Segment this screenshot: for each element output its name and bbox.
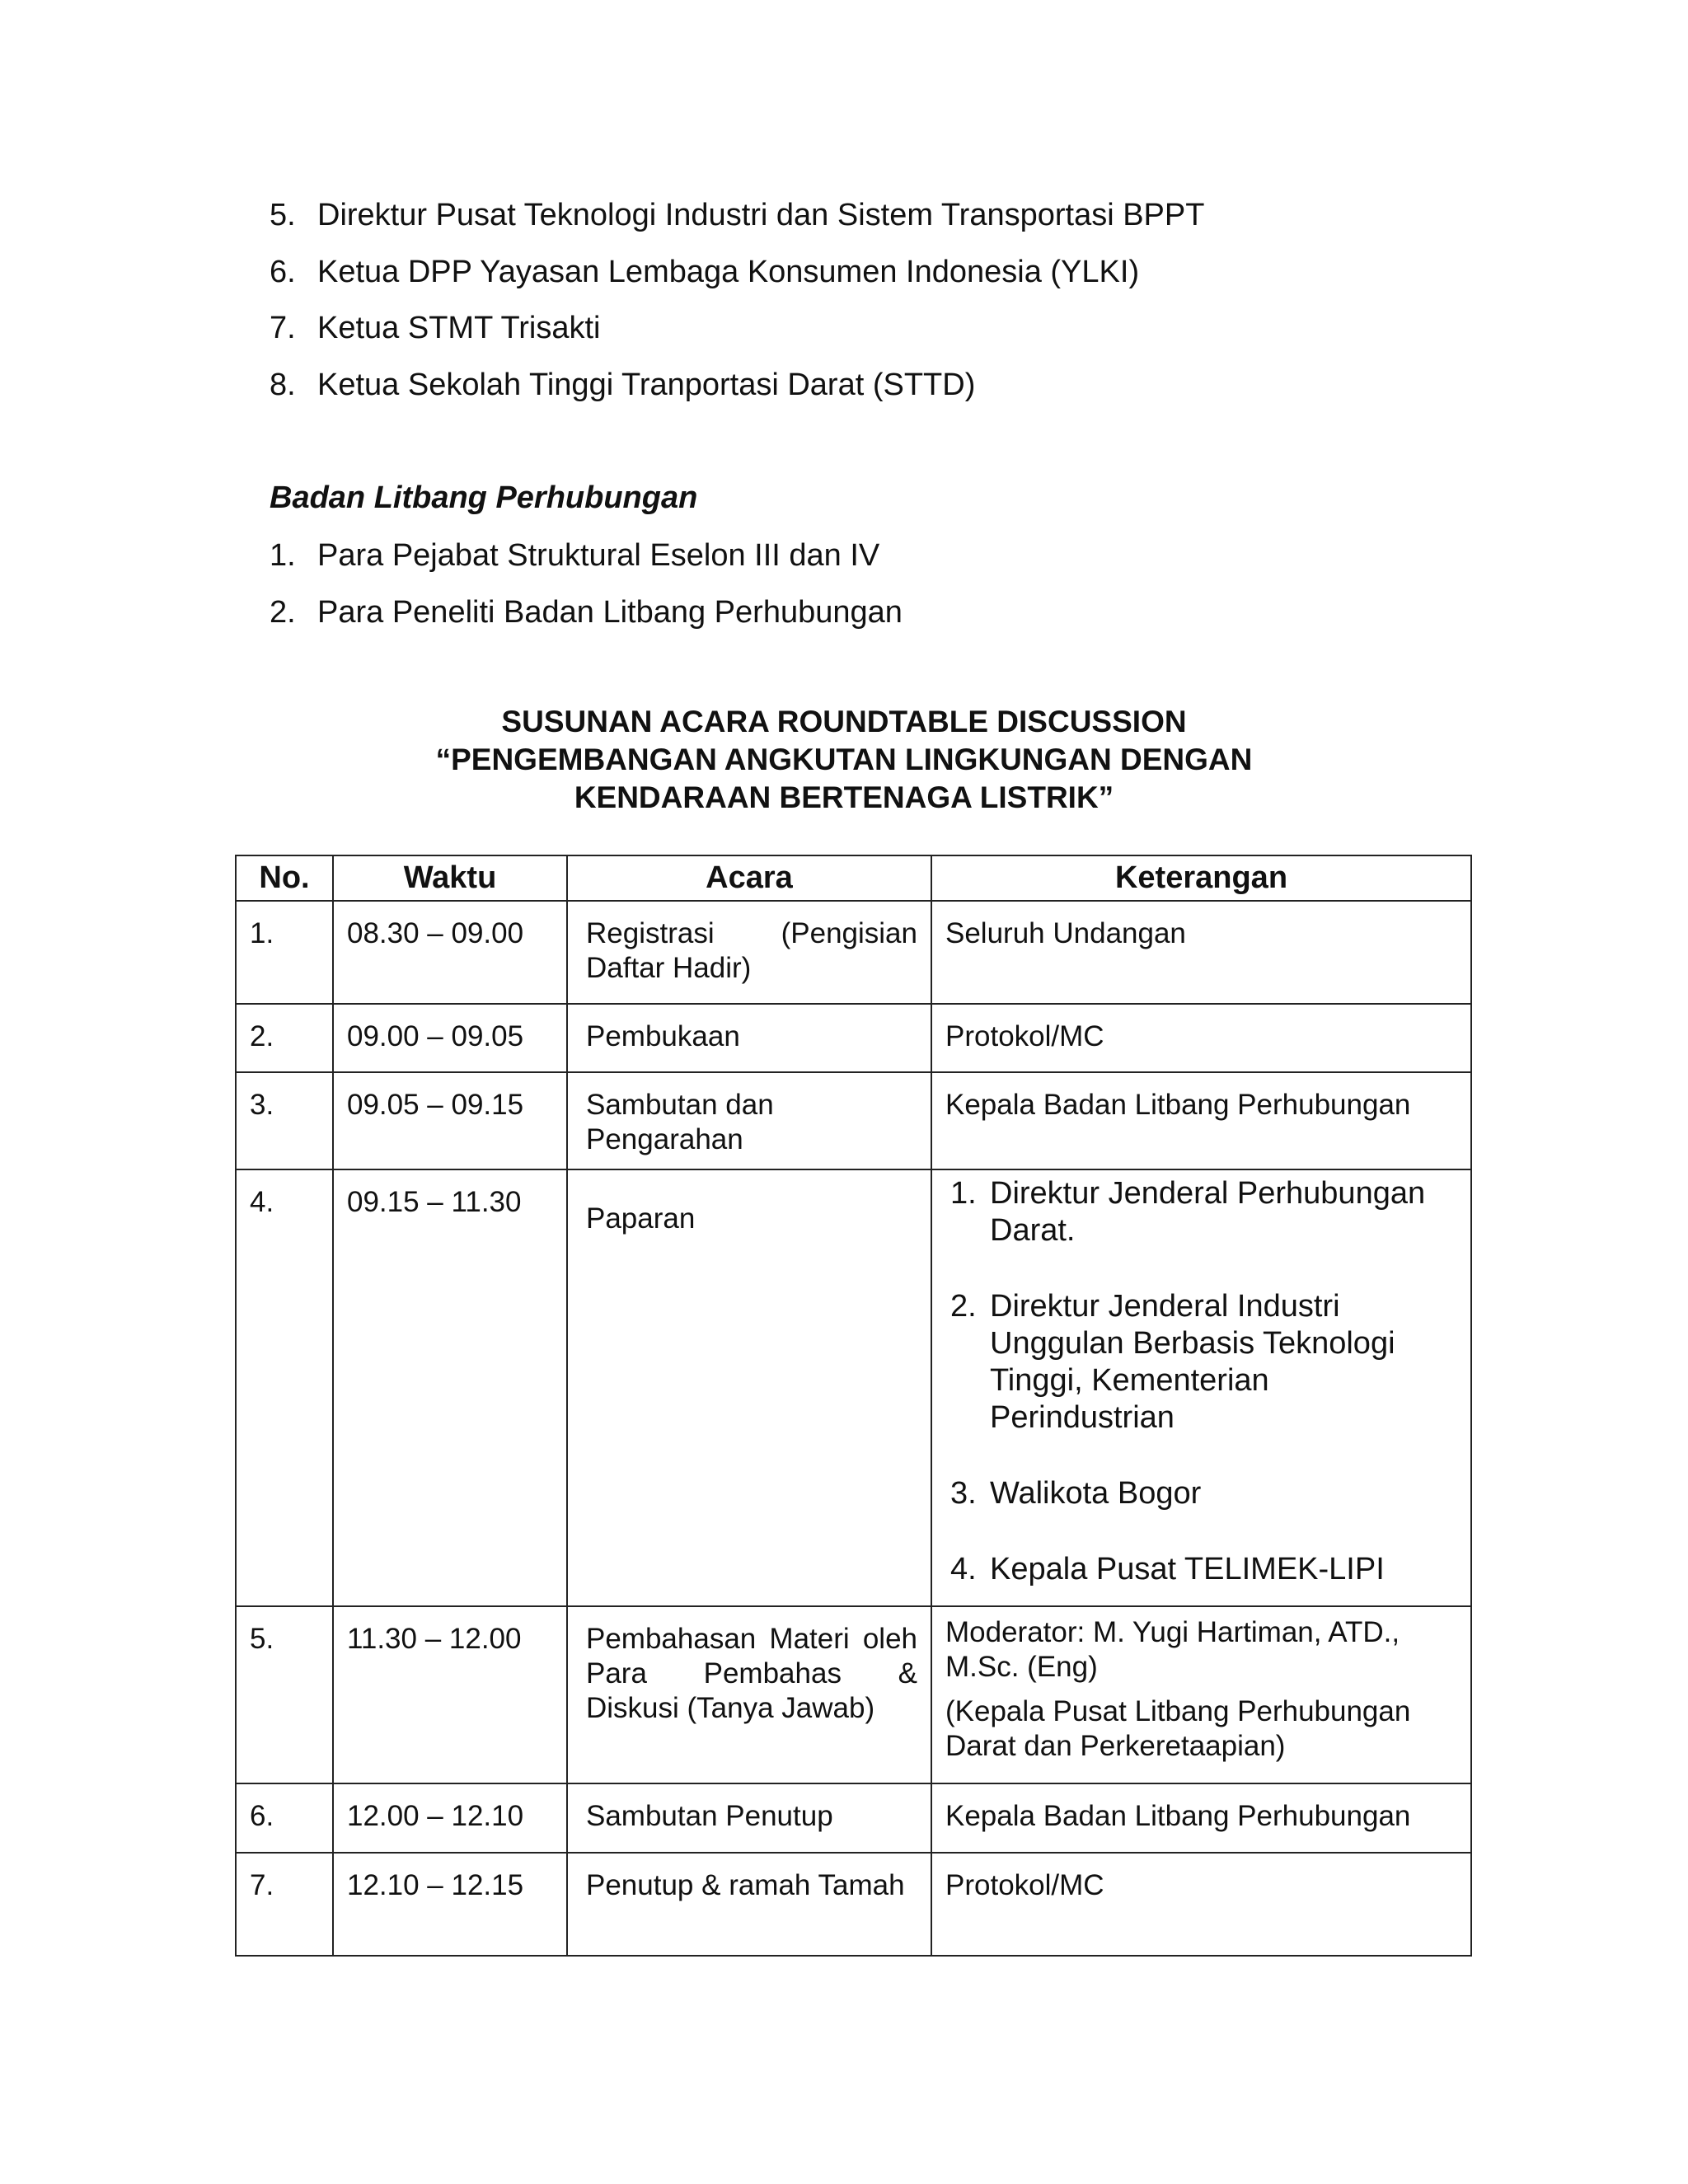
cell-no: 6.	[236, 1783, 333, 1853]
cell-keterangan: Seluruh Undangan	[931, 901, 1471, 1004]
presenter-text: Walikota Bogor	[990, 1476, 1202, 1511]
presenter-text: Direktur Jenderal Perhubungan Darat.	[990, 1176, 1426, 1248]
list-item-number: 8.	[270, 367, 296, 402]
moderator-role: (Kepala Pusat Litbang Perhubungan Darat dan Perkeretaapian)	[945, 1695, 1411, 1762]
cell-keterangan	[931, 1606, 1471, 1783]
presenter-number: 3.	[950, 1476, 977, 1511]
cell-waktu: 08.30 – 09.00	[333, 901, 567, 1004]
invitee-list-continued	[270, 187, 1204, 413]
list-item-number: 7.	[270, 311, 296, 346]
list-item-text: Para Pejabat Struktural Eselon III dan IV	[317, 538, 880, 573]
list-item-number: 2.	[270, 594, 296, 630]
agenda-title	[0, 703, 1688, 817]
list-item	[270, 527, 903, 584]
cell-keterangan: Kepala Badan Litbang Perhubungan	[931, 1783, 1471, 1853]
cell-no: 2.	[236, 1004, 333, 1072]
section-heading: Badan Litbang Perhubungan	[270, 480, 698, 515]
cell-keterangan: Protokol/MC	[931, 1004, 1471, 1072]
list-item-text: Ketua STMT Trisakti	[317, 311, 601, 346]
cell-no: 4.	[236, 1169, 333, 1606]
list-item	[270, 244, 1204, 301]
presenter-number: 1.	[950, 1176, 977, 1211]
section-invitee-list	[270, 527, 903, 640]
list-item-number: 1.	[270, 538, 296, 573]
header-keterangan: Keterangan	[931, 855, 1471, 901]
list-item	[270, 187, 1204, 244]
cell-keterangan: Kepala Badan Litbang Perhubungan	[931, 1072, 1471, 1169]
presenter-text: Kepala Pusat TELIMEK-LIPI	[990, 1552, 1385, 1586]
presenter-item	[950, 1288, 1457, 1436]
cell-acara	[567, 1169, 931, 1606]
agenda-title-line-3: KENDARAAN BERTENAGA LISTRIK”	[574, 780, 1114, 814]
list-item-text: Ketua Sekolah Tinggi Tranportasi Darat (STTD)	[317, 367, 976, 402]
agenda-table	[235, 855, 1472, 1957]
cell-acara: Sambutan Penutup	[567, 1783, 931, 1853]
cell-keterangan: Protokol/MC	[931, 1853, 1471, 1956]
table-row	[236, 1853, 1471, 1956]
agenda-title-line-2: “PENGEMBANGAN ANGKUTAN LINGKUNGAN DENGAN	[435, 743, 1253, 776]
cell-keterangan	[931, 1169, 1471, 1606]
presenter-item	[950, 1475, 1457, 1512]
cell-waktu: 11.30 – 12.00	[333, 1606, 567, 1783]
table-row	[236, 1169, 1471, 1606]
list-item-number: 6.	[270, 254, 296, 289]
cell-acara: Pembukaan	[567, 1004, 931, 1072]
list-item-text: Para Peneliti Badan Litbang Perhubungan	[317, 594, 903, 630]
table-header-row	[236, 855, 1471, 901]
table-row	[236, 1072, 1471, 1169]
cell-waktu: 09.15 – 11.30	[333, 1169, 567, 1606]
agenda-title-line-1: SUSUNAN ACARA ROUNDTABLE DISCUSSION	[501, 705, 1187, 738]
presenter-item	[950, 1175, 1457, 1249]
list-item-text: Direktur Pusat Teknologi Industri dan Sistem Transportasi BPPT	[317, 198, 1205, 232]
cell-acara: Registrasi (Pengisian Daftar Hadir)	[567, 901, 931, 1004]
header-acara: Acara	[567, 855, 931, 901]
presenter-text: Direktur Jenderal Industri Unggulan Berbasis Teknologi Tinggi, Kementerian Perindustrian	[990, 1289, 1395, 1435]
presenter-item	[950, 1551, 1457, 1588]
cell-no: 5.	[236, 1606, 333, 1783]
presenter-number: 2.	[950, 1289, 977, 1324]
cell-waktu: 09.00 – 09.05	[333, 1004, 567, 1072]
presenter-number: 4.	[950, 1552, 977, 1586]
cell-waktu: 12.00 – 12.10	[333, 1783, 567, 1853]
cell-no: 1.	[236, 901, 333, 1004]
cell-waktu: 12.10 – 12.15	[333, 1853, 567, 1956]
cell-no: 7.	[236, 1853, 333, 1956]
list-item	[270, 300, 1204, 357]
table-row	[236, 1606, 1471, 1783]
moderator-name: Moderator: M. Yugi Hartiman, ATD., M.Sc. (Eng)	[945, 1616, 1400, 1683]
presenter-list	[950, 1175, 1457, 1588]
table-row	[236, 1783, 1471, 1853]
list-item-text: Ketua DPP Yayasan Lembaga Konsumen Indonesia (YLKI)	[317, 254, 1140, 289]
header-waktu: Waktu	[333, 855, 567, 901]
table-row	[236, 1004, 1471, 1072]
list-item	[270, 357, 1204, 414]
cell-waktu: 09.05 – 09.15	[333, 1072, 567, 1169]
list-item	[270, 584, 903, 641]
cell-acara-text: Paparan	[586, 1202, 696, 1235]
cell-acara: Sambutan dan Pengarahan	[567, 1072, 931, 1169]
header-no: No.	[236, 855, 333, 901]
list-item-number: 5.	[270, 198, 296, 232]
cell-acara: Pembahasan Materi oleh Para Pembahas & Diskusi (Tanya Jawab)	[567, 1606, 931, 1783]
cell-no: 3.	[236, 1072, 333, 1169]
cell-acara: Penutup & ramah Tamah	[567, 1853, 931, 1956]
table-row	[236, 901, 1471, 1004]
